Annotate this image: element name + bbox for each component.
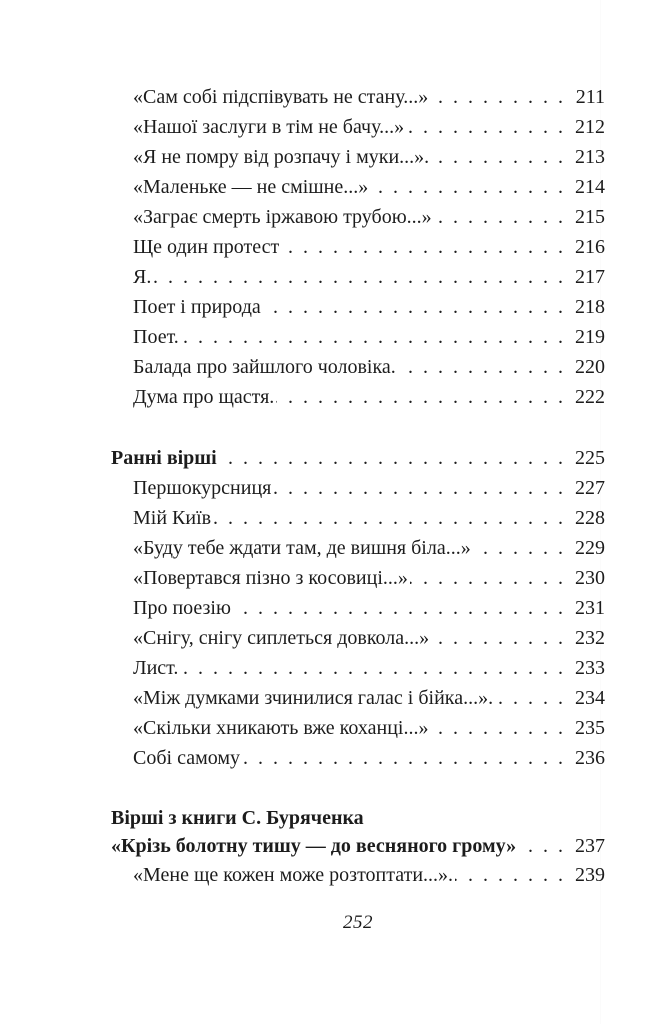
toc-entry xyxy=(111,860,605,890)
dot-leader xyxy=(455,860,563,890)
toc-entry-title: «Між думками зчинилися галас і бійка...». xyxy=(133,687,494,709)
toc-section-heading-line-1 xyxy=(111,804,605,832)
toc-entry-page: 220 xyxy=(575,356,605,378)
toc-entry-page: 228 xyxy=(575,507,605,529)
dot-leader xyxy=(180,653,563,683)
toc-entry xyxy=(111,563,605,593)
toc-heading-page: 225 xyxy=(575,447,605,469)
toc-section-heading-line-2 xyxy=(111,832,605,860)
toc-entry-page: 211 xyxy=(575,86,605,108)
toc-entry xyxy=(111,142,605,172)
toc-entry xyxy=(111,322,605,352)
dot-leader xyxy=(410,563,563,593)
dot-leader xyxy=(233,593,563,623)
dot-leader xyxy=(213,503,563,533)
toc-entry-page: 231 xyxy=(575,597,605,619)
toc-entry-title: «Снігу, снігу сиплеться довкола...» xyxy=(133,627,430,649)
toc-entry xyxy=(111,172,605,202)
toc-entry-page: 216 xyxy=(575,236,605,258)
toc-entry xyxy=(111,593,605,623)
dot-leader xyxy=(273,473,563,503)
toc-entry xyxy=(111,623,605,653)
toc-entry-title: Мій Київ xyxy=(133,507,212,529)
toc-entry xyxy=(111,503,605,533)
toc-entry xyxy=(111,262,605,292)
toc-entry-title: «Нашої заслуги в тім не бачу...» xyxy=(133,116,405,138)
dot-leader xyxy=(153,262,563,292)
toc-heading-title: Ранні вірші xyxy=(111,447,217,469)
toc-heading-title: Вірші з книги С. Буряченка xyxy=(111,807,364,829)
toc-entry-title: Дума про щастя. xyxy=(133,386,275,408)
dot-leader xyxy=(430,713,563,743)
toc-entry-page: 215 xyxy=(575,206,605,228)
toc-entry xyxy=(111,473,605,503)
toc-entry xyxy=(111,533,605,563)
toc-entry-title: Першокурсниця xyxy=(133,477,272,499)
toc-entry-page: 233 xyxy=(575,657,605,679)
dot-leader xyxy=(276,382,563,412)
toc-entry-page: 222 xyxy=(575,386,605,408)
toc-entry-page: 217 xyxy=(575,266,605,288)
toc-entry-title: Балада про зайшлого чоловіка. xyxy=(133,356,396,378)
toc-section-buryachenko xyxy=(111,804,605,890)
dot-leader xyxy=(430,82,563,112)
toc-entry-title: Я. xyxy=(133,266,152,288)
toc-section-heading xyxy=(111,443,605,473)
toc-entry-page: 227 xyxy=(575,477,605,499)
toc-entry-page: 214 xyxy=(575,176,605,198)
toc-section-untitled xyxy=(111,82,605,412)
toc-entry-page: 239 xyxy=(575,864,605,886)
toc-entry xyxy=(111,82,605,112)
toc-entry-page: 213 xyxy=(575,146,605,168)
toc-section-ranni-virshi xyxy=(111,443,605,773)
dot-leader xyxy=(406,112,563,142)
toc-entry-title: Поет. xyxy=(133,326,179,348)
dot-leader xyxy=(242,743,563,773)
toc-entry xyxy=(111,713,605,743)
toc-entry xyxy=(111,112,605,142)
dot-leader xyxy=(263,292,563,322)
toc-entry-page: 229 xyxy=(575,537,605,559)
toc-entry-page: 236 xyxy=(575,747,605,769)
toc-entry-title: Ще один протест xyxy=(133,236,280,258)
toc-entry-title: «Заграє смерть іржавою трубою...» xyxy=(133,206,432,228)
toc-entry-title: «Повертався пізно з косовиці...» xyxy=(133,567,408,589)
toc-entry-title: Поет і природа xyxy=(133,296,261,318)
toc-entry-page: 235 xyxy=(575,717,605,739)
toc-entry-page: 212 xyxy=(575,116,605,138)
toc-entry-title: «Буду тебе ждати там, де вишня біла...» xyxy=(133,537,471,559)
toc-entry xyxy=(111,653,605,683)
dot-leader xyxy=(473,533,563,563)
toc-entry-page: 219 xyxy=(575,326,605,348)
dot-leader xyxy=(431,142,563,172)
dot-leader xyxy=(181,322,563,352)
toc-entry-title: «Маленьке — не смішне...» xyxy=(133,176,369,198)
page-number: 252 xyxy=(343,912,373,933)
dot-leader xyxy=(431,623,563,653)
toc-entry-page: 232 xyxy=(575,627,605,649)
toc-entry-title: Про поезію xyxy=(133,597,231,619)
dot-leader xyxy=(281,232,563,262)
toc-entry-title: «Я не помру від розпачу і муки...». xyxy=(133,146,430,168)
toc-entry-title: Лист. xyxy=(133,657,179,679)
toc-entry xyxy=(111,292,605,322)
dot-leader xyxy=(398,352,563,382)
toc-entry-page: 234 xyxy=(575,687,605,709)
toc-entry-title: Собі самому xyxy=(133,747,241,769)
toc-heading-title: «Крізь болотну тишу — до весняного грому» xyxy=(111,835,517,857)
dot-leader xyxy=(219,443,563,473)
toc-entry-page: 218 xyxy=(575,296,605,318)
dot-leader xyxy=(495,683,563,713)
toc-entry-page: 230 xyxy=(575,567,605,589)
toc-entry-title: «Мене ще кожен може розтоптати...». xyxy=(133,864,454,886)
table-of-contents xyxy=(111,82,605,890)
toc-entry xyxy=(111,683,605,713)
toc-entry xyxy=(111,352,605,382)
toc-entry-title: «Скільки хникають вже коханці...» xyxy=(133,717,429,739)
dot-leader xyxy=(370,172,563,202)
toc-entry-title: «Сам собі підспівувать не стану...» xyxy=(133,86,429,108)
toc-heading-page: 237 xyxy=(575,835,605,857)
toc-entry xyxy=(111,382,605,412)
toc-entry xyxy=(111,202,605,232)
dot-leader xyxy=(518,832,563,860)
toc-entry xyxy=(111,743,605,773)
toc-entry xyxy=(111,232,605,262)
dot-leader xyxy=(434,202,563,232)
